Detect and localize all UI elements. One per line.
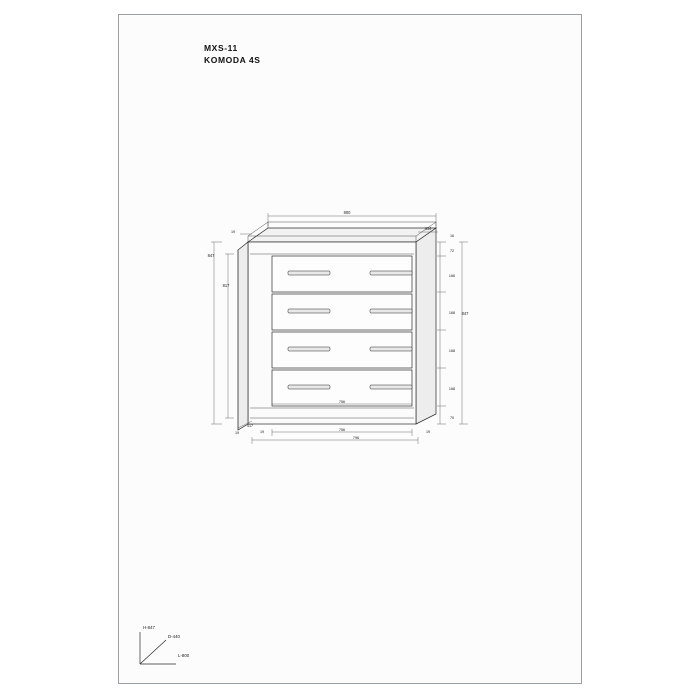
dim-right-drawer-4-label: 168 xyxy=(448,387,456,391)
title-code: MXS-11 xyxy=(204,43,238,53)
axis-legend xyxy=(140,625,190,664)
dim-left-height-total-label: 847 xyxy=(207,253,215,258)
dim-right-drawer-1-label: 166 xyxy=(448,274,456,278)
dim-top-depth-label: 414 xyxy=(424,226,432,231)
dim-drawer-width-label: 756 xyxy=(338,400,346,404)
dim-side-depth-label: 417 xyxy=(246,424,254,428)
cabinet-left-side-panel xyxy=(238,242,248,430)
drawer-1-handle-right[interactable] xyxy=(370,271,412,275)
dim-bottom-left-offset-label: 19 xyxy=(259,430,265,434)
dim-right-plinth-label: 70 xyxy=(449,416,455,420)
dim-top-overhang-left-label: 19 xyxy=(230,230,236,234)
axis-depth-label: D-440 xyxy=(168,634,180,639)
dim-bottom-inner-width-label: 756 xyxy=(338,428,346,432)
title-name: KOMODA 4S xyxy=(204,55,261,65)
drawer-1[interactable] xyxy=(272,256,412,292)
drawer-1-handle-left[interactable] xyxy=(288,271,330,275)
drawer-2-handle-right[interactable] xyxy=(370,309,412,313)
dim-right-total-height-label: 847 xyxy=(461,311,469,316)
drawer-3[interactable] xyxy=(272,332,412,368)
cabinet-right-side-panel xyxy=(416,228,436,424)
dim-top-width-label: 800 xyxy=(343,210,351,215)
dim-right-top-tick-label: 16 xyxy=(449,234,455,238)
drawer-2-handle-left[interactable] xyxy=(288,309,330,313)
axis-length-label: L-800 xyxy=(178,653,190,658)
top-panel-back-edge xyxy=(268,222,436,228)
drawer-4-handle-left[interactable] xyxy=(288,385,330,389)
dim-right-drawer-2-label: 168 xyxy=(448,311,456,315)
dim-right-drawer-3-label: 168 xyxy=(448,349,456,353)
dim-left-body-height-label: 817 xyxy=(222,283,230,288)
dim-side-depth-tick-label: 19 xyxy=(234,431,240,435)
drawer-3-handle-left[interactable] xyxy=(288,347,330,351)
dim-bottom-front-width-label: 796 xyxy=(352,436,360,440)
drawer-2[interactable] xyxy=(272,294,412,330)
drawer-4-handle-right[interactable] xyxy=(370,385,412,389)
axis-height-label: H-847 xyxy=(143,625,155,630)
cabinet-top-panel xyxy=(248,228,436,242)
drawer-3-handle-right[interactable] xyxy=(370,347,412,351)
axis-depth-line xyxy=(140,640,166,664)
dim-right-top-gap-label: 72 xyxy=(449,249,455,253)
dim-bottom-right-offset-label: 19 xyxy=(425,430,431,434)
